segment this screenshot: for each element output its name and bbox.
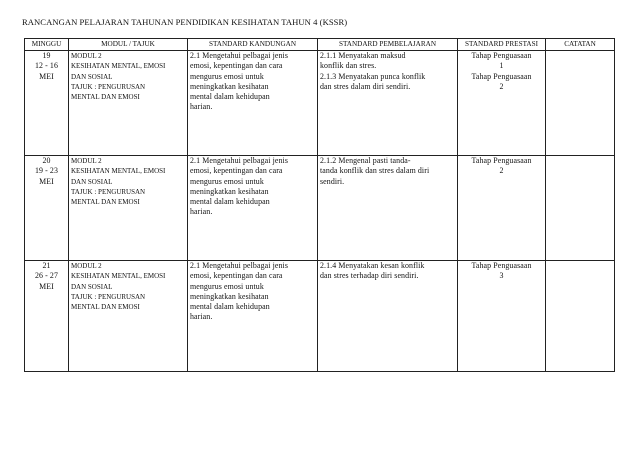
- module-line: KESIHATAN MENTAL, EMOSI: [71, 272, 166, 281]
- content-line: mengurus emosi untuk: [190, 176, 264, 186]
- week-month: MEI: [39, 176, 54, 186]
- week-number: 19: [42, 51, 51, 60]
- week-dates: 19 - 23: [34, 166, 59, 176]
- content-line: 2.1 Mengetahui pelbagai jenis: [190, 156, 288, 165]
- performance-line: 3: [499, 271, 504, 281]
- module-line: TAJUK : PENGURUSAN: [71, 82, 146, 91]
- notes-cell: [546, 156, 615, 261]
- module-line: MODUL 2: [71, 52, 102, 60]
- module-cell: [69, 261, 188, 372]
- learning-line: 2.1.4 Menyatakan kesan konflik: [320, 261, 425, 270]
- module-line: MENTAL DAN EMOSI: [71, 93, 140, 102]
- performance-line: 2: [499, 166, 504, 176]
- header-prestasi: STANDARD PRESTASI: [458, 39, 546, 51]
- content-line: 2.1 Mengetahui pelbagai jenis: [190, 261, 288, 270]
- notes-cell: [546, 261, 615, 372]
- content-line: emosi, kepentingan dan cara: [190, 166, 283, 176]
- content-line: meningkatkan kesihatan: [190, 81, 269, 91]
- performance-line: Tahap Penguasaan: [471, 261, 532, 270]
- learning-line: konflik dan stres.: [320, 61, 377, 71]
- performance-line: 2: [499, 81, 504, 91]
- module-cell: [69, 156, 188, 261]
- lesson-plan-table: [24, 38, 615, 372]
- content-line: mental dalam kehidupan: [190, 197, 270, 207]
- performance-line: Tahap Penguasaan: [471, 51, 532, 60]
- learning-line: sendiri.: [320, 176, 345, 186]
- learning-line: 2.1.2 Mengenal pasti tanda-: [320, 156, 411, 165]
- week-dates: 12 - 16: [34, 61, 59, 71]
- module-line: KESIHATAN MENTAL, EMOSI: [71, 167, 166, 176]
- week-month: MEI: [39, 71, 54, 81]
- content-line: meningkatkan kesihatan: [190, 186, 269, 196]
- content-line: mengurus emosi untuk: [190, 281, 264, 291]
- performance-standard-cell: [458, 51, 546, 156]
- header-row: [25, 39, 615, 51]
- learning-line: dan stres dalam diri sendiri.: [320, 81, 411, 91]
- module-line: TAJUK : PENGURUSAN: [71, 292, 146, 301]
- header-catatan: CATATAN: [546, 39, 615, 51]
- content-standard-cell: [188, 156, 318, 261]
- performance-line: Tahap Penguasaan: [471, 71, 532, 81]
- table-row: [25, 261, 615, 372]
- week-number: 21: [42, 261, 51, 270]
- content-line: harian.: [190, 207, 213, 217]
- learning-standard-cell: [318, 261, 458, 372]
- week-dates: 26 - 27: [34, 271, 59, 281]
- content-line: emosi, kepentingan dan cara: [190, 61, 283, 71]
- performance-line: Tahap Penguasaan: [471, 156, 532, 165]
- learning-standard-cell: [318, 51, 458, 156]
- week-number: 20: [42, 156, 51, 165]
- module-line: DAN SOSIAL: [71, 282, 113, 291]
- header-kandungan: STANDARD KANDUNGAN: [188, 39, 318, 51]
- content-standard-cell: [188, 51, 318, 156]
- content-line: emosi, kepentingan dan cara: [190, 271, 283, 281]
- table-row: [25, 51, 615, 156]
- performance-standard-cell: [458, 156, 546, 261]
- module-line: DAN SOSIAL: [71, 177, 113, 186]
- module-line: MODUL 2: [71, 157, 102, 165]
- header-minggu: MINGGU: [25, 39, 69, 51]
- learning-standard-cell: [318, 156, 458, 261]
- performance-standard-cell: [458, 261, 546, 372]
- notes-cell: [546, 51, 615, 156]
- performance-line: 1: [499, 61, 504, 71]
- header-pembelajaran: STANDARD PEMBELAJARAN: [318, 39, 458, 51]
- learning-line: tanda konflik dan stres dalam diri: [320, 166, 430, 176]
- content-line: harian.: [190, 102, 213, 112]
- week-month: MEI: [39, 281, 54, 291]
- module-line: DAN SOSIAL: [71, 72, 113, 81]
- module-line: MENTAL DAN EMOSI: [71, 303, 140, 312]
- module-line: MENTAL DAN EMOSI: [71, 198, 140, 207]
- module-line: TAJUK : PENGURUSAN: [71, 187, 146, 196]
- header-modul: MODUL / TAJUK: [69, 39, 188, 51]
- learning-line: 2.1.1 Menyatakan maksud: [320, 51, 406, 60]
- week-cell: [25, 156, 69, 261]
- learning-line: dan stres terhadap diri sendiri.: [320, 271, 419, 281]
- content-line: mental dalam kehidupan: [190, 92, 270, 102]
- content-line: meningkatkan kesihatan: [190, 291, 269, 301]
- document-title: RANCANGAN PELAJARAN TAHUNAN PENDIDIKAN KESIHATAN TAHUN 4 (KSSR): [22, 17, 348, 27]
- module-cell: [69, 51, 188, 156]
- table-row: [25, 156, 615, 261]
- learning-line: 2.1.3 Menyatakan punca konflik: [320, 71, 426, 81]
- module-line: KESIHATAN MENTAL, EMOSI: [71, 62, 166, 71]
- week-cell: [25, 51, 69, 156]
- content-line: 2.1 Mengetahui pelbagai jenis: [190, 51, 288, 60]
- week-cell: [25, 261, 69, 372]
- content-line: harian.: [190, 312, 213, 322]
- content-line: mengurus emosi untuk: [190, 71, 264, 81]
- module-line: MODUL 2: [71, 262, 102, 270]
- content-line: mental dalam kehidupan: [190, 302, 270, 312]
- content-standard-cell: [188, 261, 318, 372]
